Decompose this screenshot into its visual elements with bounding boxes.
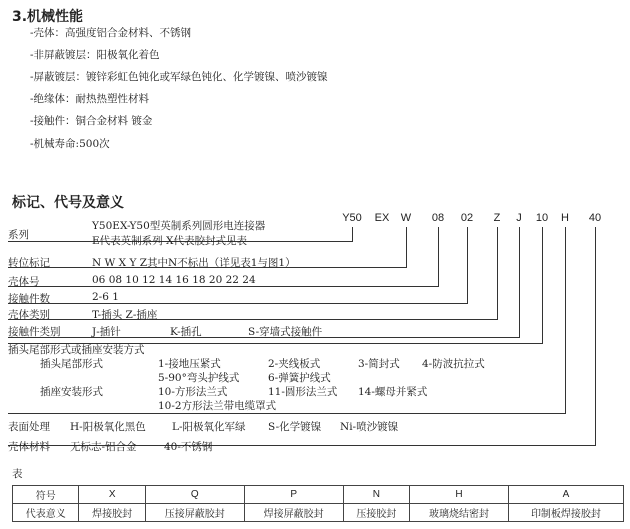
- code-h: H: [561, 212, 569, 224]
- mech-item: -壳体：高强度铝合金材料、不锈钢: [30, 27, 192, 39]
- mech-item: -绝缘体：耐热热塑性材料: [30, 93, 150, 105]
- table-cell: 符号: [13, 486, 79, 504]
- mech-item: -非屏蔽镀层：阳极氧化着色: [30, 49, 160, 61]
- shell-label: 壳体号: [8, 276, 40, 288]
- plug-opt: 3-简封式: [358, 358, 400, 370]
- leader-shelltype: [497, 227, 498, 319]
- table-cell: X: [79, 486, 145, 504]
- shelltype-value: T-插头 Z-插座: [92, 309, 158, 321]
- table-cell: P: [244, 486, 343, 504]
- plug-opt: 1-接地压紧式: [158, 358, 221, 370]
- table-cell: 压接屏蔽胶封: [145, 504, 244, 522]
- rotation-value: N W X Y Z其中N不标出（详见表1与图1）: [92, 257, 296, 269]
- material-opt: 40-不锈钢: [164, 441, 213, 453]
- table-cell: H: [410, 486, 509, 504]
- material-label: 壳体材料: [8, 441, 50, 453]
- code-40: 40: [588, 212, 602, 224]
- plug-opt: 5-90°弯头护线式: [158, 372, 240, 384]
- rotation-label: 转位标记: [8, 257, 50, 269]
- code-j: J: [516, 212, 522, 224]
- table-title: 表: [12, 468, 23, 480]
- table-cell: 代表意义: [13, 504, 79, 522]
- code-08: 08: [431, 212, 445, 224]
- rec-opt: 14-螺母并紧式: [358, 386, 428, 398]
- surface-opt: Ni-喷沙镀镍: [340, 421, 399, 433]
- leader-shell: [438, 227, 439, 286]
- code-z: Z: [493, 212, 501, 224]
- leader-material: [595, 227, 596, 445]
- contacttype-socket: K-插孔: [170, 326, 202, 338]
- rec-opt: 10-方形法兰式: [158, 386, 228, 398]
- section-3-title: 3.机械性能: [12, 9, 84, 25]
- table-cell: 压接胶封: [343, 504, 409, 522]
- leader-surface: [565, 227, 566, 413]
- contacts-value: 2-6 1: [92, 291, 119, 303]
- receptacle-mount-label: 插座安装形式: [40, 386, 103, 398]
- surface-opt: L-阳极氧化军绿: [172, 421, 246, 433]
- plug-opt: 4-防波抗拉式: [422, 358, 485, 370]
- contacttype-label: 接触件类别: [8, 326, 61, 338]
- table-cell: 焊接屏蔽胶封: [244, 504, 343, 522]
- code-w: W: [400, 212, 412, 224]
- material-opt: 无标志-铝合金: [70, 441, 137, 453]
- table-row: [13, 504, 624, 522]
- code-ex: EX: [374, 212, 390, 224]
- leader-tail: [542, 227, 543, 343]
- series-label: 系列: [8, 229, 29, 241]
- marking-title: 标记、代号及意义: [12, 195, 124, 211]
- surface-opt: S-化学镀镍: [268, 421, 322, 433]
- line-shell: [8, 286, 439, 287]
- sealing-table: [12, 485, 624, 522]
- code-02: 02: [460, 212, 474, 224]
- code-y50: Y50: [342, 212, 362, 224]
- contacttype-pin: J-插针: [92, 326, 121, 338]
- series-value-1: Y50EX-Y50型英制系列圆形电连接器: [92, 220, 266, 232]
- mech-item: -接触件：铜合金材料 镀金: [30, 115, 153, 127]
- table-header-row: [13, 486, 624, 504]
- surface-label: 表面处理: [8, 421, 50, 433]
- plug-tail-label: 插头尾部形式: [40, 358, 103, 370]
- code-10: 10: [535, 212, 549, 224]
- contacts-label: 接触件数: [8, 293, 50, 305]
- table-cell: 玻璃烧结密封: [410, 504, 509, 522]
- tail-label: 插头尾部形式或插座安装方式: [8, 344, 145, 356]
- table-cell: Q: [145, 486, 244, 504]
- mech-item: -屏蔽镀层：镀锌彩虹色钝化或军绿色钝化、化学镀镍、喷沙镀镍: [30, 71, 328, 83]
- leader-rotation: [406, 227, 407, 267]
- line-surface: [8, 413, 566, 414]
- leader-contacttype: [519, 227, 520, 337]
- line-shelltype: [8, 319, 498, 320]
- plug-opt: 6-弹簧护线式: [268, 372, 331, 384]
- shelltype-label: 壳体类别: [8, 309, 50, 321]
- surface-opt: H-阳极氧化黑色: [70, 421, 146, 433]
- mech-item: -机械寿命:500次: [30, 138, 110, 150]
- table-cell: N: [343, 486, 409, 504]
- table-cell: 印制板焊接胶封: [508, 504, 623, 522]
- table-cell: 焊接胶封: [79, 504, 145, 522]
- series-value-2: E代表英制系列 X代表胶封式见表: [92, 235, 247, 247]
- contacttype-feedthrough: S-穿墙式接触件: [248, 326, 323, 338]
- shell-value: 06 08 10 12 14 16 18 20 22 24: [92, 274, 256, 286]
- table-cell: A: [508, 486, 623, 504]
- leader-series: [352, 227, 353, 241]
- rec-opt: 11-圆形法兰式: [268, 386, 338, 398]
- leader-contacts: [467, 227, 468, 303]
- rec-opt: 10-2方形法兰带电缆罩式: [158, 400, 277, 412]
- line-contacts: [8, 303, 468, 304]
- plug-opt: 2-夹线板式: [268, 358, 321, 370]
